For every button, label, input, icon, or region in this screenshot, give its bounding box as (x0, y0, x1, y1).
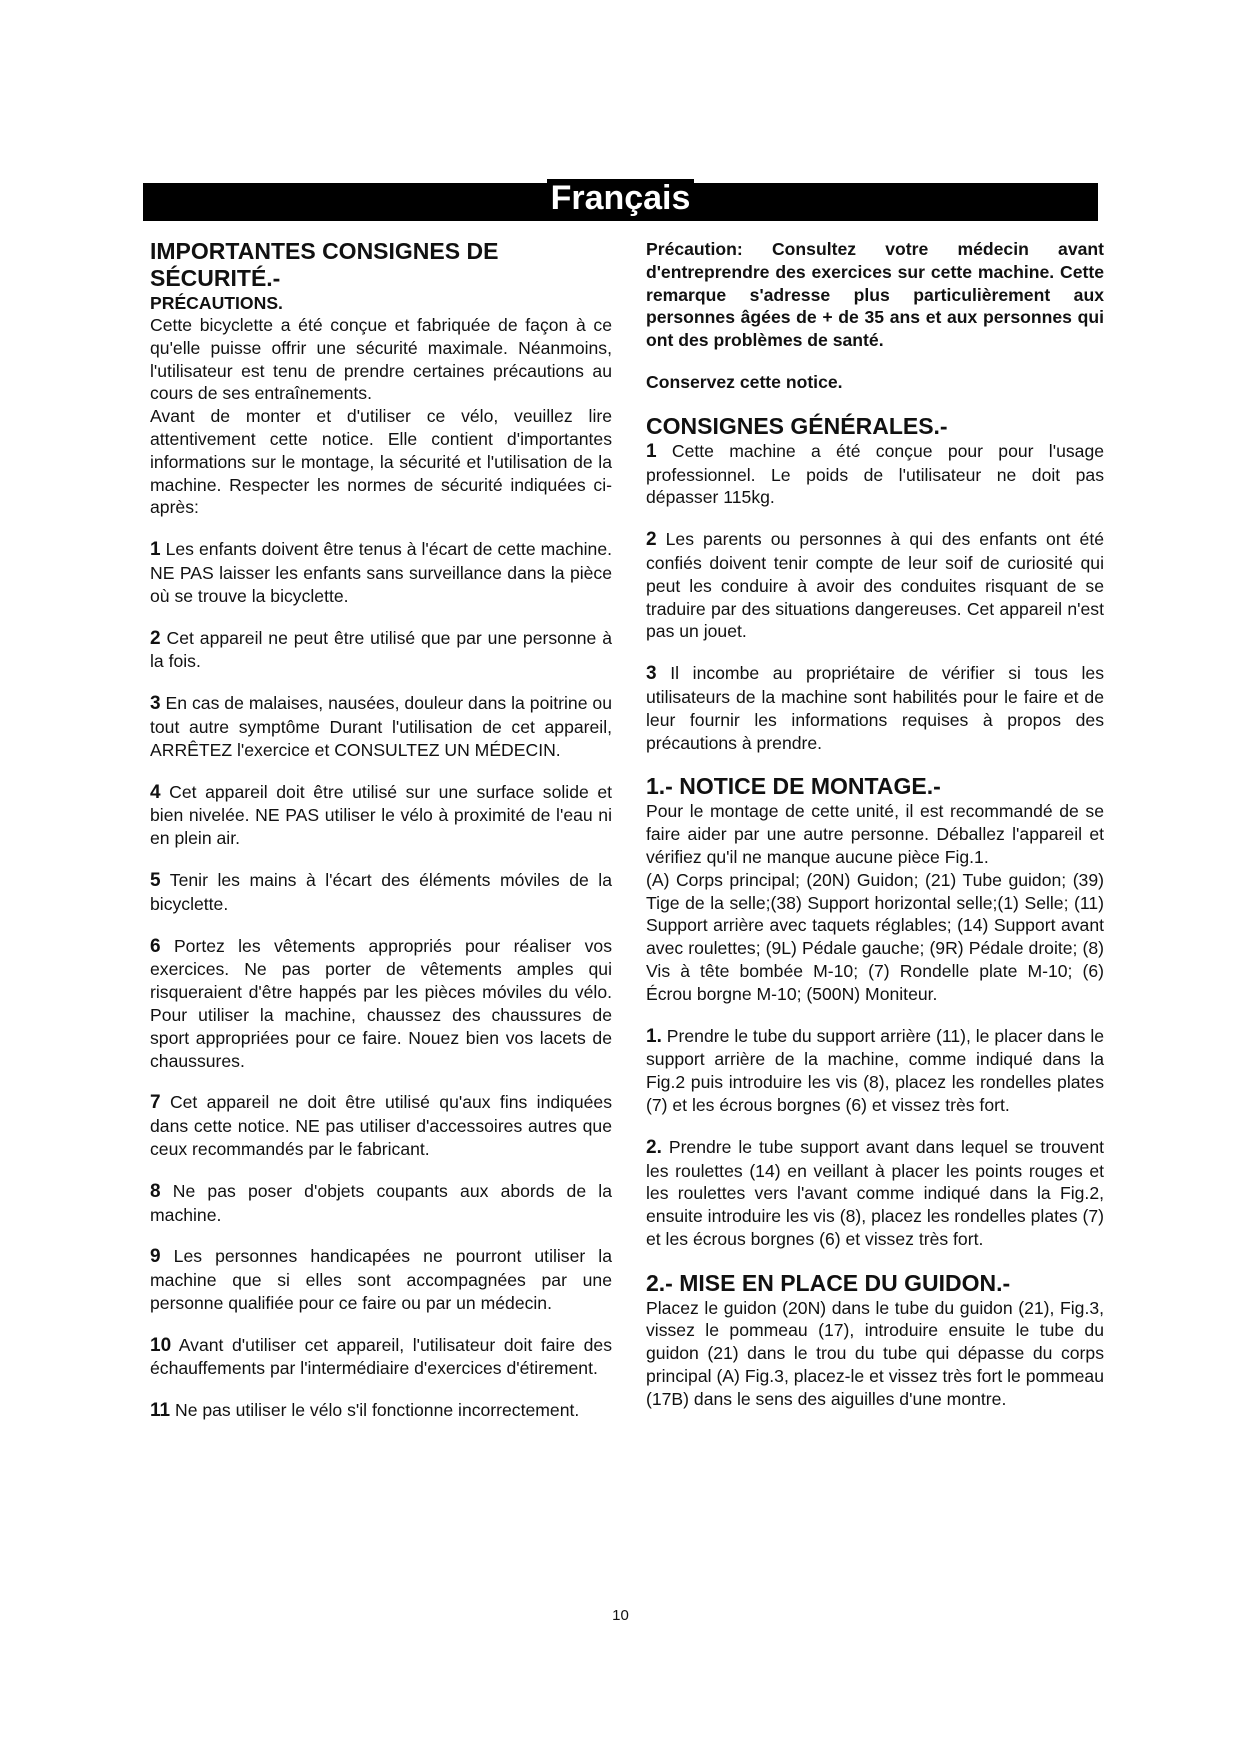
safety-item: 9 Les personnes handicapées ne pourront utiliser la machine que si elles sont accompagnées par une personne qualifiée pour ce faire ou par un médecin. (150, 1246, 612, 1313)
safety-item: 3 En cas de malaises, nausées, douleur dans la poitrine ou tout autre symptôme Durant l'utilisation de cet appareil, ARRÊTEZ l'exercice et CONSULTEZ UN MÉDECIN. (150, 693, 612, 760)
page-number: 10 (612, 1607, 629, 1624)
intro-paragraph-1: Cette bicyclette a été conçue et fabriquée de façon à ce qu'elle puisse offrir une sécurité maximale. Néanmoins, l'utilisateur est tenu de prendre certaines précautions au cours de ses entraînements. (150, 315, 612, 404)
left-column (150, 238, 612, 1423)
safety-item: 4 Cet appareil doit être utilisé sur une surface solide et bien nivelée. NE PAS utiliser le vélo à proximité de l'eau ni en plein air. (150, 781, 612, 849)
safety-item: 11 Ne pas utiliser le vélo s'il fonctionne incorrectement. (150, 1400, 580, 1422)
safety-item: 6 Portez les vêtements appropriés pour réaliser vos exercices. Ne pas porter de vêtements amples qui risqueraient d'être happés par les pièces móviles du vélo. Pour utiliser la machine, chaussez des chaussures de sport appropriées pour ce faire. Nouez bien vos lacets de chaussures. (150, 935, 612, 1071)
precaution-note: Précaution: Consultez votre médecin avant d'entreprendre des exercices sur cette machine. Cette remarque s'adresse plus particulièrement aux personnes âgées de + de 35 ans et aux personnes qui ont des problèmes de santé. (646, 239, 1104, 351)
safety-item: 10 Avant d'utiliser cet appareil, l'utilisateur doit faire des échauffements par l'intermédiaire d'exercices d'étirement. (150, 1334, 613, 1379)
parts-list: (A) Corps principal; (20N) Guidon; (21) Tube guidon; (39) Tige de la selle;(38) Support horizontal selle;(1) Selle; (11) Support arrière avec taquets réglables; (14) Support avant avec roulettes; (9L) Pédale gauche; (9R) Pédale droite; (8) Vis à tête bombée M-10; (7) Rondelle plate M-10; (6) Écrou borgne M-10; (500N) Moniteur. (646, 869, 1104, 1004)
precautions-subheading: PRÉCAUTIONS. (150, 293, 283, 313)
montage-heading: 1.- NOTICE DE MONTAGE.- (646, 773, 941, 800)
language-title: Français (547, 179, 695, 217)
montage-step: 2. Prendre le tube support avant dans lequel se trouvent les roulettes (14) en veillant à placer les points rouges et les roulettes vers l'avant comme indiqué dans la Fig.2, ensuite introduire les vis (8), placez les rondelles plates (7) et les écrous borgnes (6) et vissez très fort. (646, 1136, 1104, 1249)
general-item: 2 Les parents ou personnes à qui des enfants ont été confiés doivent tenir compte de leur soif de curiosité qui peut les conduire à avoir des conduites risquant de se traduire par des situations dangereuses. Cet appareil n'est pas un jouet. (646, 529, 1105, 642)
right-column (646, 238, 1104, 1411)
safety-heading-line2: SÉCURITÉ.- (150, 265, 281, 291)
general-heading: CONSIGNES GÉNÉRALES.- (646, 412, 948, 439)
safety-item: 7 Cet appareil ne doit être utilisé qu'aux fins indiquées dans cette notice. NE pas utiliser d'accessoires autres que ceux recommandés par le fabricant. (150, 1092, 612, 1159)
general-item: 1 Cette machine a été conçue pour pour l'usage professionnel. Le poids de l'utilisateur ne doit pas dépasser 115kg. (646, 440, 1105, 508)
montage-intro: Pour le montage de cette unité, il est recommandé de se faire aider par une autre personne. Déballez l'appareil et vérifiez qu'il ne manque aucune pièce Fig.1. (646, 801, 1104, 867)
safety-heading-line1: IMPORTANTES CONSIGNES DE (150, 238, 499, 264)
intro-paragraph-2: Avant de monter et d'utiliser ce vélo, veuillez lire attentivement cette notice. Elle contient d'importantes informations sur le montage, la sécurité et l'utilisation de la machine. Respecter les normes de sécurité indiquées ci-après: (150, 406, 612, 518)
general-item: 3 Il incombe au propriétaire de vérifier si tous les utilisateurs de la machine sont habilités pour le faire et de leur fournir les informations requises à propos des précautions à prendre. (646, 663, 1104, 753)
safety-item: 5 Tenir les mains à l'écart des éléments móviles de la bicyclette. (150, 869, 612, 914)
safety-item: 2 Cet appareil ne peut être utilisé que par une personne à la fois. (150, 627, 612, 672)
language-banner (143, 179, 1098, 221)
safety-item: 1 Les enfants doivent être tenus à l'écart de cette machine. NE PAS laisser les enfants sans surveillance dans la pièce où se trouve la bicyclette. (150, 539, 612, 606)
keep-notice: Conservez cette notice. (646, 371, 843, 392)
guidon-text: Placez le guidon (20N) dans le tube du guidon (21), Fig.3, vissez le pommeau (17), introduire ensuite le tube du guidon (21) dans le trou du tube qui dépasse du corps principal (A) Fig.3, placez-le et vissez très fort le pommeau (17B) dans le sens des aiguilles d'une montre. (646, 1297, 1104, 1409)
safety-item: 8 Ne pas poser d'objets coupants aux abords de la machine. (150, 1180, 612, 1225)
montage-step: 1. Prendre le tube du support arrière (11), le placer dans le support arrière de la machine, comme indiqué dans la Fig.2 puis introduire les vis (8), placez les rondelles plates (7) et les écrous borgnes (6) et vissez très fort. (646, 1025, 1105, 1115)
guidon-heading: 2.- MISE EN PLACE DU GUIDON.- (646, 1269, 1011, 1296)
